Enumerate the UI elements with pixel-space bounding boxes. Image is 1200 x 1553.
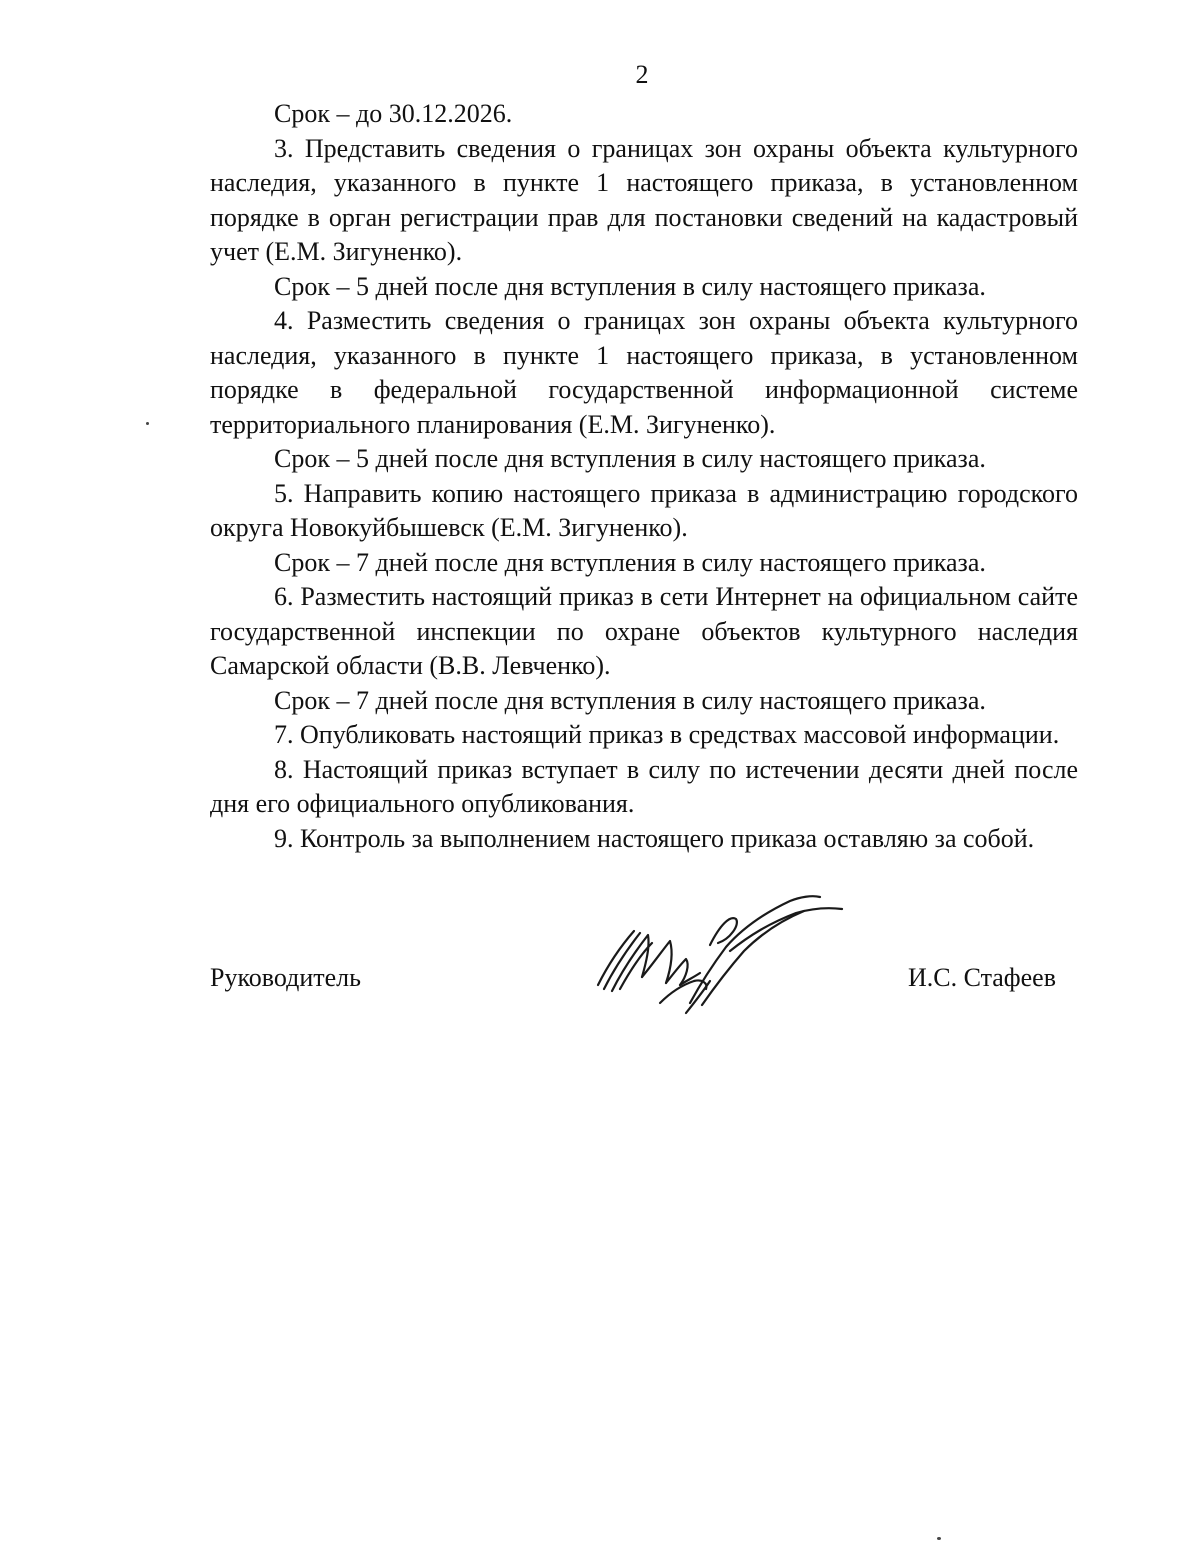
page-number: 2 <box>635 60 649 89</box>
scan-speck <box>937 1537 941 1540</box>
paragraph-deadline: Срок – 7 дней после дня вступления в силу настоящего приказа. <box>274 547 986 577</box>
handwritten-signature <box>590 885 850 1020</box>
paragraph-item-7: 7. Опубликовать настоящий приказ в средствах массовой информации. <box>274 720 1060 749</box>
paragraph-item-8: 8. Настоящий приказ вступает в силу по истечении десяти дней после дня его официального опубликования. <box>210 754 1078 818</box>
signatory-position: Руководитель <box>210 963 361 992</box>
paragraph-item-5: 5. Направить копию настоящего приказа в администрацию городского округа Новокуйбышевск (Е.М. Зигуненко). <box>210 478 1078 542</box>
paragraph-deadline: Срок – 5 дней после дня вступления в силу настоящего приказа. <box>274 271 986 301</box>
signatory-name: И.С. Стафеев <box>907 963 1056 992</box>
paragraph-deadline: Срок – до 30.12.2026. <box>274 99 513 128</box>
paragraph-item-3: 3. Представить сведения о границах зон охраны объекта культурного наследия, указанного в пункте 1 настоящего приказа, в установленном порядке в орган регистрации прав для постановки сведений на кадастровый учет (Е.М. Зигуненко). <box>210 133 1078 266</box>
paragraph-item-6: 6. Разместить настоящий приказ в сети Интернет на официальном сайте государственной инспекции по охране объектов культурного наследия Самарской области (В.В. Левченко). <box>210 582 1078 680</box>
scan-speck <box>146 422 149 425</box>
document-body <box>210 97 1078 856</box>
paragraph-item-4: 4. Разместить сведения о границах зон охраны объекта культурного наследия, указанного в пункте 1 настоящего приказа, в установленном порядке в федеральной государственной информационной системе территориального планирования (Е.М. Зигуненко). <box>210 306 1078 439</box>
paragraph-deadline: Срок – 7 дней после дня вступления в силу настоящего приказа. <box>274 685 986 715</box>
paragraph-deadline: Срок – 5 дней после дня вступления в силу настоящего приказа. <box>274 444 986 473</box>
paragraph-item-9: 9. Контроль за выполнением настоящего приказа оставляю за собой. <box>274 823 1035 853</box>
